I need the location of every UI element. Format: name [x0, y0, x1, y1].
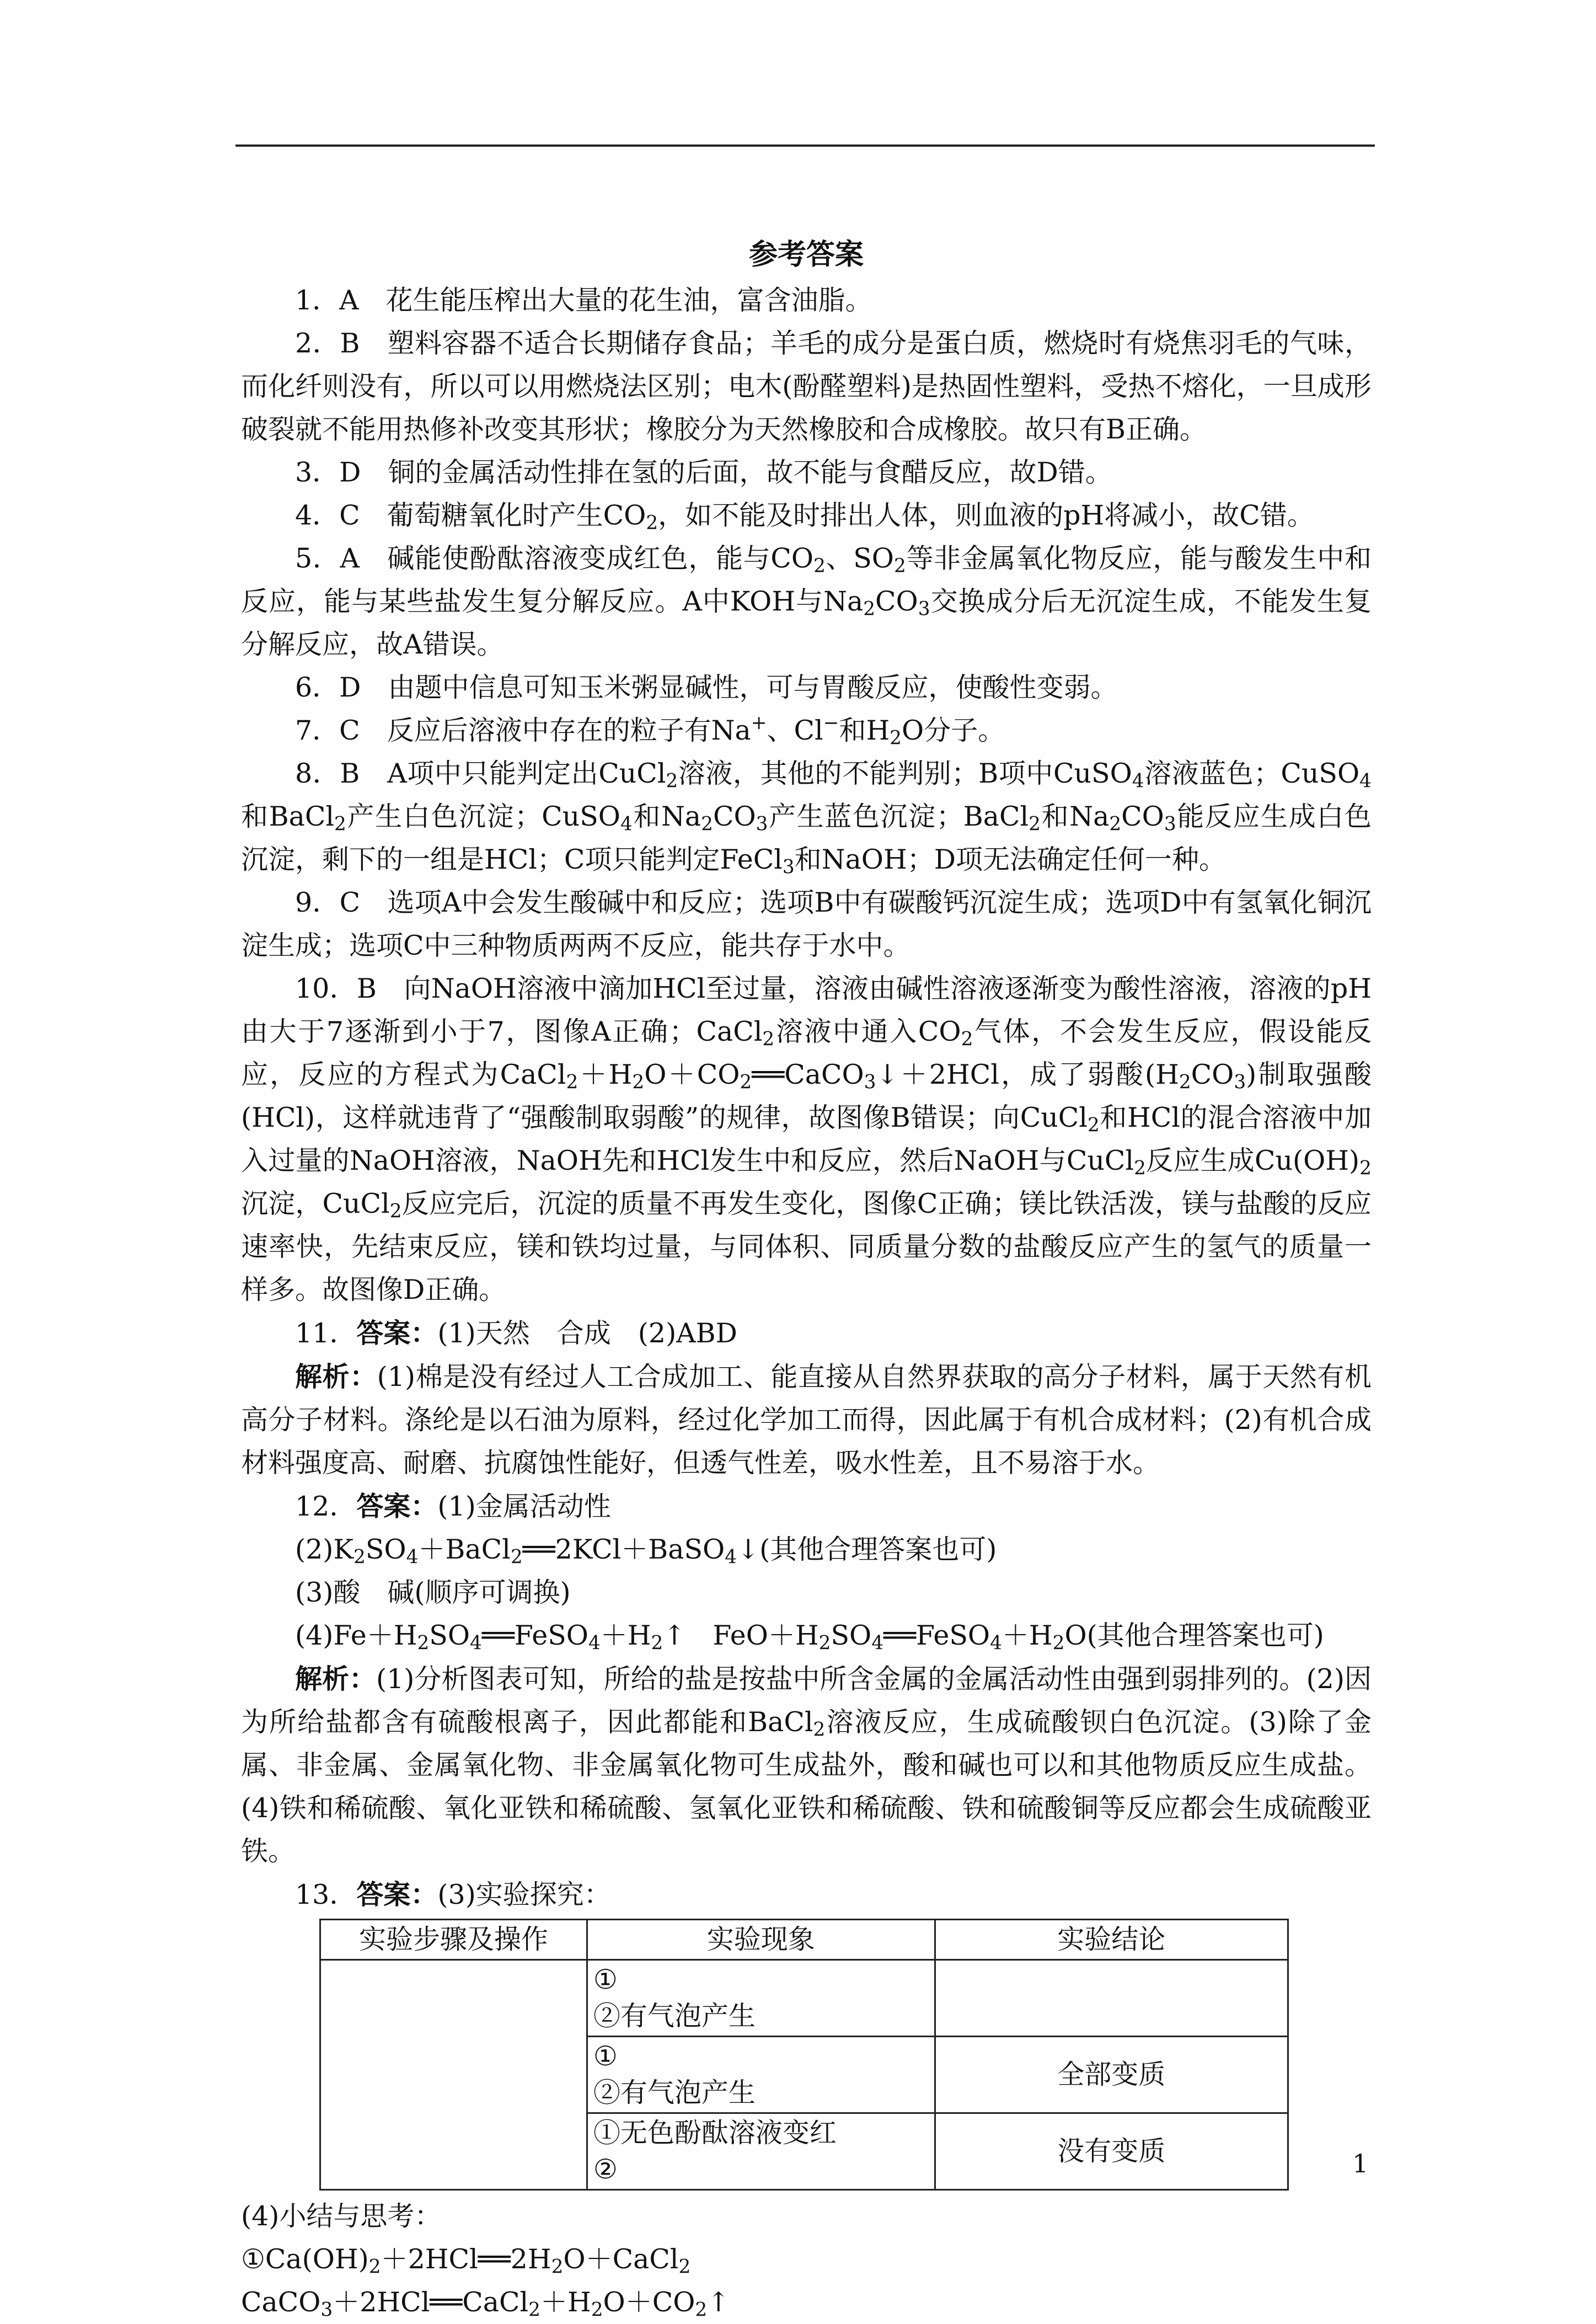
answer-12-analysis: 解析：(1)分析图表可知，所给的盐是按盐中所含金属的金属活动性由强到弱排列的。(2)因为所给盐都含有硫酸根离子，因此都能和BaCl$_2$溶液反应，生成硫酸钡白色沉淀。(3)除了金属、非金属、金属氧化物、非金属氧化物可生成盐外，酸和碱也可以和其他物质反应生成盐。(4)铁和稀硫酸、氧化亚铁和稀硫酸、氢氧化亚铁和稀硫酸、铁和硫酸铜等反应都会生成硫酸亚铁。 — [241, 1663, 1372, 1867]
table-cell-observation: ①无色酚酞溶液变红 ② — [587, 2113, 935, 2190]
equation-2: $CaCO_3+2HCl══CaCl_2+H_2O+CO_2↑$ — [241, 2286, 730, 2321]
table-header-row — [320, 1920, 1288, 1960]
answer-5: 5．A 碱能使酚酞溶液变成红色，能与$CO_2$、$SO_2$等非金属氧化物反应，能与酸发生中和反应，能与某些盐发生复分解反应。A中KOH与$Na_2CO_3$交换成分后无沉淀生成，不能发生复分解反应，故A错误。 — [241, 543, 1372, 660]
answer-3: 3．D 铜的金属活动性排在氢的后面，故不能与食醋反应，故D错。 — [295, 457, 1112, 488]
table-cell-conclusion: 没有变质 — [935, 2113, 1288, 2190]
answer-12-part-4: $(4)Fe+H_2SO_4══FeSO_4+H_2↑$ $FeO+H_2SO_4══FeSO_4+H_2O$(其他合理答案也可) — [295, 1620, 1324, 1654]
table-cell-conclusion: 全部变质 — [935, 2037, 1288, 2113]
answer-1: 1．A 花生能压榨出大量的花生油，富含油脂。 — [295, 285, 872, 316]
answer-7: 7．C 反应后溶液中存在的粒子有Na+、Cl−和$H_2O$分子。 — [295, 712, 1005, 749]
table-cell-observation: ① ②有气泡产生 — [587, 1960, 935, 2037]
table-row — [320, 1960, 1288, 2037]
answer-10: 10．B 向NaOH溶液中滴加HCl至过量，溶液由碱性溶液逐渐变为酸性溶液，溶液的pH由大于7逐渐到小于7，图像A正确；CaCl$_2$溶液中通入$CO_2$气体，不会发生反应，假设能反应，反应的方程式为$CaCl_2+H_2O+CO_2══CaCO_3↓+2HCl$，成了弱酸$(H_2CO_3)$制取强酸(HCl)，这样就违背了“强酸制取弱酸”的规律，故图像B错误；向CuCl$_2$和HCl的混合溶液中加入过量的NaOH溶液，NaOH先和HCl发生中和反应，然后NaOH与CuCl$_2$反应生成$Cu(OH)_2$沉淀，CuCl$_2$反应完后，沉淀的质量不再发生变化，图像C正确；镁比铁活泼，镁与盐酸的反应速率快，先结束反应，镁和铁均过量，与同体积、同质量分数的盐酸反应产生的氢气的质量一样多。故图像D正确。 — [241, 973, 1372, 1305]
answer-4: 4．C 葡萄糖氧化时产生$CO_2$，如不能及时排出人体，则血液的pH将减小，故C错。 — [295, 500, 1314, 534]
answer-content — [241, 232, 1372, 2324]
experiment-table — [319, 1919, 1289, 2191]
answer-2: 2．B 塑料容器不适合长期储存食品；羊毛的成分是蛋白质，燃烧时有烧焦羽毛的气味，而化纤则没有，所以可以用燃烧法区别；电木(酚醛塑料)是热固性塑料，受热不熔化，一旦成形破裂就不能用热修补改变其形状；橡胶分为天然橡胶和合成橡胶。故只有B正确。 — [241, 328, 1372, 445]
answer-8: 8．B A项中只能判定出CuCl$_2$溶液，其他的不能判别；B项中CuSO$_4$溶液蓝色；CuSO$_4$和BaCl$_2$产生白色沉淀；CuSO$_4$和$Na_2CO_3$产生蓝色沉淀；BaCl$_2$和$Na_2CO_3$能反应生成白色沉淀，剩下的一组是HCl；C项只能判定FeCl$_3$和NaOH；D项无法确定任何一种。 — [241, 758, 1372, 879]
answer-11-analysis: 解析：(1)棉是没有经过人工合成加工、能直接从自然界获取的高分子材料，属于天然有机高分子材料。涤纶是以石油为原料，经过化学加工而得，因此属于有机合成材料；(2)有机合成材料强度高、耐磨、抗腐蚀性能好，但透气性差，吸水性差，且不易溶于水。 — [241, 1361, 1372, 1479]
answer-9: 9．C 选项A中会发生酸碱中和反应；选项B中有碳酸钙沉淀生成；选项D中有氢氧化铜沉淀生成；选项C中三种物质两两不反应，能共存于水中。 — [241, 887, 1372, 961]
table-cell-observation: ① ②有气泡产生 — [587, 2037, 935, 2113]
table-cell-step — [320, 1960, 587, 2190]
answer-13: 13．答案：(3)实验探究： — [295, 1878, 611, 1910]
answer-12: 12．答案：(1)金属活动性 — [295, 1490, 611, 1522]
table-cell-conclusion — [935, 1960, 1288, 2037]
page-number: 1 — [1352, 2149, 1369, 2178]
page-title: 参考答案 — [748, 238, 864, 271]
answer-12-part-3: (3)酸 碱(顺序可调换) — [295, 1577, 571, 1608]
answer-11: 11．答案：(1)天然 合成 (2)ABD — [295, 1317, 737, 1349]
header-rule — [235, 144, 1375, 147]
table-header: 实验步骤及操作 — [320, 1920, 587, 1960]
answer-13-summary: (4)小结与思考： — [241, 2200, 442, 2232]
table-header: 实验结论 — [935, 1920, 1288, 1960]
answer-6: 6．D 由题中信息可知玉米粥显碱性，可与胃酸反应，使酸性变弱。 — [295, 672, 1118, 703]
equation-1: $①Ca(OH)_2+2HCl══2H_2O+CaCl_2$ — [241, 2243, 691, 2278]
table-header: 实验现象 — [587, 1920, 935, 1960]
answer-12-part-2: $(2)K_2SO_4+BaCl_2══2KCl+BaSO_4↓$(其他合理答案也可) — [295, 1534, 997, 1568]
